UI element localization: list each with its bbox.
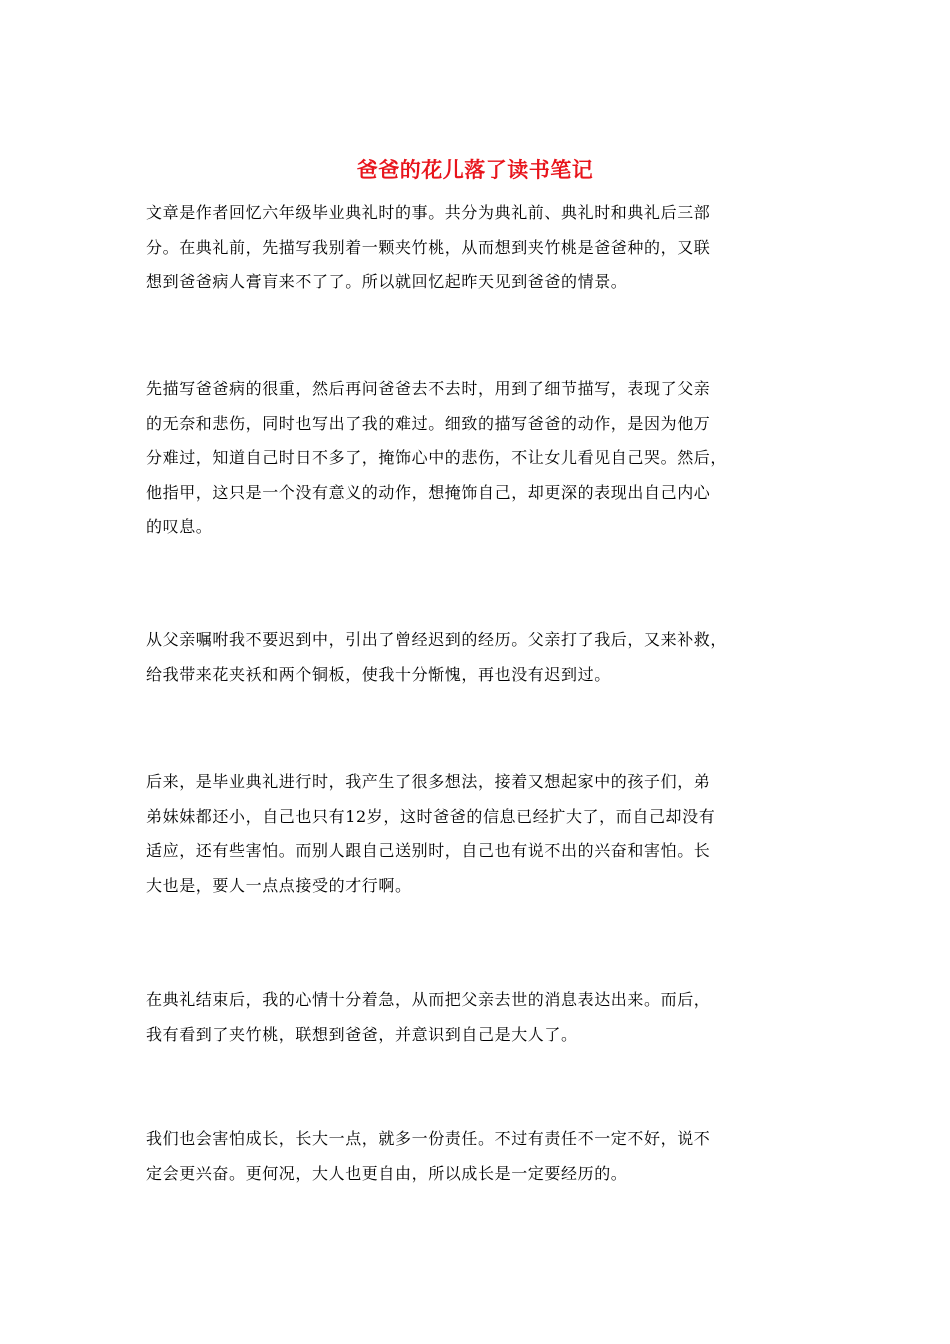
text-line: 想到爸爸病人膏肓来不了了。所以就回忆起昨天见到爸爸的情景。 xyxy=(146,272,628,291)
text-line: 从父亲嘱咐我不要迟到中，引出了曾经迟到的经历。父亲打了我后，又来补救， xyxy=(146,630,728,649)
paragraph xyxy=(146,983,814,1052)
paragraph xyxy=(146,765,814,903)
text-line: 先描写爸爸病的很重，然后再问爸爸去不去时，用到了细节描写，表现了父亲 xyxy=(146,379,711,398)
text-line: 分难过，知道自己时日不多了，掩饰心中的悲伤，不让女儿看见自己哭。然后， xyxy=(146,448,728,467)
paragraph xyxy=(146,623,814,692)
text-line: 我有看到了夹竹桃，联想到爸爸，并意识到自己是大人了。 xyxy=(146,1024,578,1044)
text-line: 定会更兴奋。更何况，大人也更自由，所以成长是一定要经历的。 xyxy=(146,1163,628,1183)
text-line: 他指甲，这只是一个没有意义的动作，想掩饰自己，却更深的表现出自己内心 xyxy=(146,482,711,502)
paragraph xyxy=(146,1122,814,1191)
text-line: 文章是作者回忆六年级毕业典礼时的事。共分为典礼前、典礼时和典礼后三部 xyxy=(146,203,711,222)
text-line: 给我带来花夹袄和两个铜板，使我十分惭愧，再也没有迟到过。 xyxy=(146,664,611,684)
text-line: 的无奈和悲伤，同时也写出了我的难过。细致的描写爸爸的动作，是因为他万 xyxy=(146,413,711,433)
text-line: 在典礼结束后，我的心情十分着急，从而把父亲去世的消息表达出来。而后， xyxy=(146,990,711,1009)
text-line: 后来，是毕业典礼进行时，我产生了很多想法，接着又想起家中的孩子们，弟 xyxy=(146,772,711,791)
text-line: 大也是，要人一点点接受的才行啊。 xyxy=(146,875,412,895)
text-line: 分。在典礼前，先描写我别着一颗夹竹桃，从而想到夹竹桃是爸爸种的，又联 xyxy=(146,237,711,257)
text-line: 适应，还有些害怕。而别人跟自己送别时，自己也有说不出的兴奋和害怕。长 xyxy=(146,841,711,860)
text-line: 弟妹妹都还小，自己也只有12岁，这时爸爸的信息已经扩大了，而自己却没有 xyxy=(146,806,716,826)
paragraph xyxy=(146,372,814,545)
paragraph xyxy=(146,196,814,300)
text-line: 的叹息。 xyxy=(146,517,213,536)
text-line: 我们也会害怕成长，长大一点，就多一份责任。不过有责任不一定不好，说不 xyxy=(146,1129,711,1148)
document-title: 爸爸的花儿落了读书笔记 xyxy=(356,157,594,182)
